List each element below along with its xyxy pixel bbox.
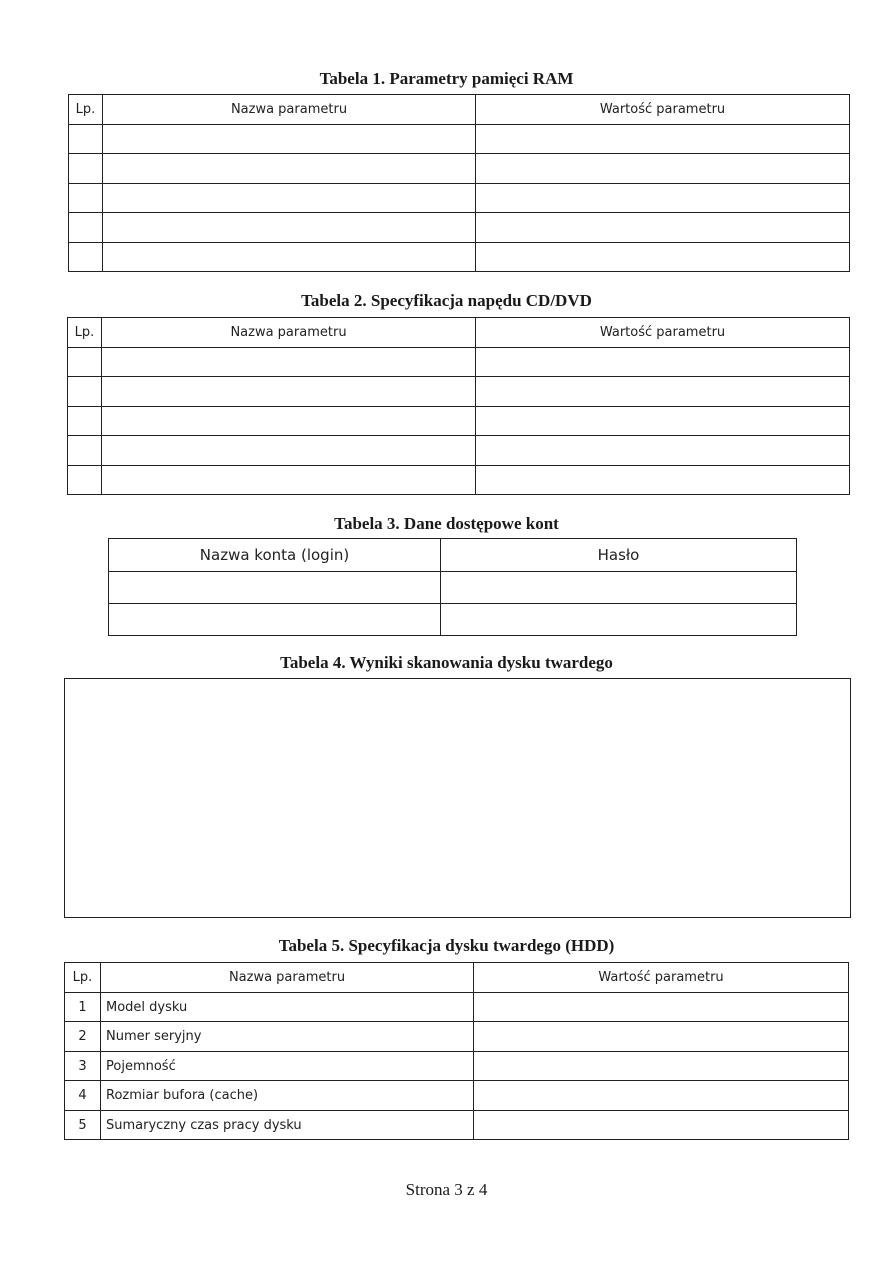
table-row: [109, 604, 797, 636]
name-cell[interactable]: [103, 184, 476, 213]
name-cell[interactable]: [103, 154, 476, 184]
ram-parameters-table: [68, 94, 850, 272]
table-row: [68, 466, 850, 495]
lp-cell: 4: [65, 1081, 101, 1111]
table-row: [65, 1052, 849, 1081]
name-cell: Sumaryczny czas pracy dysku: [101, 1111, 474, 1140]
scan-results-box[interactable]: [64, 678, 851, 918]
header-parameter-name: Nazwa parametru: [103, 95, 476, 125]
table-row: [109, 572, 797, 604]
header-account-login: Nazwa konta (login): [109, 539, 441, 572]
lp-cell[interactable]: [69, 243, 103, 272]
value-cell[interactable]: [474, 993, 849, 1022]
lp-cell[interactable]: [68, 377, 102, 407]
name-cell[interactable]: [103, 243, 476, 272]
lp-cell[interactable]: [69, 213, 103, 243]
header-parameter-value: Wartość parametru: [476, 318, 850, 348]
table-row: [68, 348, 850, 377]
name-cell[interactable]: [103, 213, 476, 243]
table-row: [65, 1022, 849, 1052]
lp-cell[interactable]: [68, 348, 102, 377]
password-cell[interactable]: [441, 572, 797, 604]
lp-cell[interactable]: [68, 436, 102, 466]
table-row: [69, 243, 850, 272]
value-cell[interactable]: [474, 1022, 849, 1052]
name-cell[interactable]: [102, 466, 476, 495]
value-cell[interactable]: [474, 1081, 849, 1111]
table-row: [69, 213, 850, 243]
lp-cell[interactable]: [69, 184, 103, 213]
value-cell[interactable]: [476, 125, 850, 154]
header-parameter-name: Nazwa parametru: [102, 318, 476, 348]
header-lp: Lp.: [65, 963, 101, 993]
lp-cell[interactable]: [68, 407, 102, 436]
value-cell[interactable]: [474, 1052, 849, 1081]
value-cell[interactable]: [474, 1111, 849, 1140]
lp-cell[interactable]: [68, 466, 102, 495]
table2-caption: Tabela 2. Specyfikacja napędu CD/DVD: [301, 291, 592, 310]
login-cell[interactable]: [109, 604, 441, 636]
page-number: Strona 3 z 4: [405, 1180, 488, 1199]
name-cell[interactable]: [102, 377, 476, 407]
account-credentials-table: [108, 538, 797, 636]
table-row: [68, 407, 850, 436]
name-cell: Numer seryjny: [101, 1022, 474, 1052]
lp-cell: 2: [65, 1022, 101, 1052]
name-cell[interactable]: [102, 348, 476, 377]
header-parameter-name: Nazwa parametru: [101, 963, 474, 993]
name-cell: Rozmiar bufora (cache): [101, 1081, 474, 1111]
value-cell[interactable]: [476, 184, 850, 213]
name-cell[interactable]: [102, 407, 476, 436]
value-cell[interactable]: [476, 348, 850, 377]
cd-dvd-spec-table: [67, 317, 850, 495]
header-password: Hasło: [441, 539, 797, 572]
table3-caption: Tabela 3. Dane dostępowe kont: [334, 514, 559, 533]
table-row: [68, 436, 850, 466]
value-cell[interactable]: [476, 407, 850, 436]
value-cell[interactable]: [476, 436, 850, 466]
table-row: [69, 184, 850, 213]
header-parameter-value: Wartość parametru: [476, 95, 850, 125]
table1-caption: Tabela 1. Parametry pamięci RAM: [319, 69, 574, 88]
table5-caption: Tabela 5. Specyfikacja dysku twardego (HDD): [278, 936, 615, 955]
table4-caption: Tabela 4. Wyniki skanowania dysku twardego: [280, 653, 613, 672]
value-cell[interactable]: [476, 377, 850, 407]
lp-cell[interactable]: [69, 154, 103, 184]
name-cell[interactable]: [103, 125, 476, 154]
lp-cell: 5: [65, 1111, 101, 1140]
table-row: [65, 1111, 849, 1140]
header-lp: Lp.: [68, 318, 102, 348]
value-cell[interactable]: [476, 213, 850, 243]
name-cell: Pojemność: [101, 1052, 474, 1081]
table-row: [65, 1081, 849, 1111]
header-parameter-value: Wartość parametru: [474, 963, 849, 993]
value-cell[interactable]: [476, 243, 850, 272]
table-row: [68, 377, 850, 407]
value-cell[interactable]: [476, 466, 850, 495]
table-row: [65, 993, 849, 1022]
lp-cell: 3: [65, 1052, 101, 1081]
table-row: [69, 154, 850, 184]
name-cell[interactable]: [102, 436, 476, 466]
hdd-spec-table: [64, 962, 849, 1140]
header-lp: Lp.: [69, 95, 103, 125]
lp-cell[interactable]: [69, 125, 103, 154]
table-row: [69, 125, 850, 154]
name-cell: Model dysku: [101, 993, 474, 1022]
value-cell[interactable]: [476, 154, 850, 184]
login-cell[interactable]: [109, 572, 441, 604]
lp-cell: 1: [65, 993, 101, 1022]
password-cell[interactable]: [441, 604, 797, 636]
